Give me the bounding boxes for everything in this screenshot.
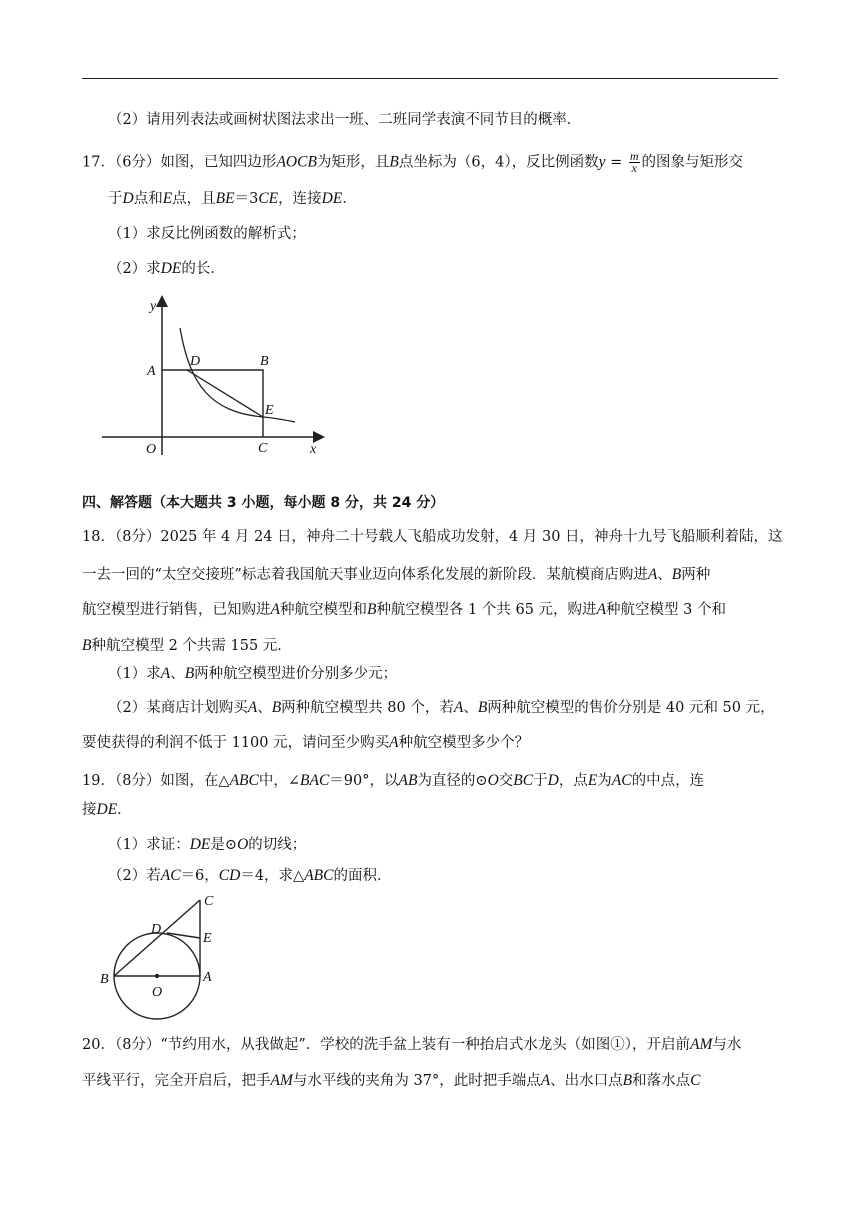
label-o: O [152, 985, 163, 1000]
label-y: y [150, 299, 157, 314]
q19-figure [98, 890, 228, 1020]
q19-line2: 接DE． [82, 801, 132, 818]
label-b: B [260, 354, 269, 369]
q18-line2: 一去一回的“太空交接班”标志着我国航天事业迈向体系化发展的新阶段．某航模商店购进A、B两种 [82, 566, 711, 583]
segment-bc [114, 900, 200, 976]
section-4-title: 四、解答题（本大题共 3 小题，每小题 8 分，共 24 分） [82, 495, 445, 511]
rectangle-aocb [162, 370, 263, 437]
label-c: C [258, 441, 268, 456]
q18-line3: 航空模型进行销售，已知购进A种航空模型和B种航空模型各 1 个共 65 元，购进A种航空模型 3 个和 [82, 601, 726, 618]
q20-line2: 平线平行，完全开启后，把手AM与水平线的夹角为 37°，此时把手端点A、出水口点B和落水点C [82, 1072, 701, 1089]
label-d: D [151, 922, 162, 937]
q19-part2: （2）若AC＝6，CD＝4，求△ABC的面积． [108, 867, 392, 884]
label-o: O [146, 442, 157, 457]
label-e: E [203, 931, 212, 946]
label-e: E [265, 403, 274, 418]
center-point [155, 974, 159, 978]
q19-line1: 19．（8分）如图，在△ABC中，∠BAC＝90°，以AB为直径的⊙O交BC于D，点E为AC的中点，连 [82, 772, 705, 789]
q18-line1: 18．（8分）2025 年 4 月 24 日，神舟二十号载人飞船成功发射，4 月 30 日，神舟十九号飞船顺利着陆，这 [82, 529, 783, 545]
q20-line1: 20．（8分）“节约用水，从我做起”．学校的洗手盆上装有一种抬启式水龙头（如图①），开启前AM与水 [82, 1036, 742, 1053]
q17-heading: 17．（6分）如图，已知四边形AOCB为矩形，且B点坐标为（6，4），反比例函数y = $\frac{m}{x}$ 的图象与矩形交 [82, 149, 744, 175]
label-a: A [147, 364, 156, 379]
header-rule [82, 78, 778, 79]
label-d: D [190, 354, 201, 369]
label-x: x [310, 442, 317, 457]
q17-figure [100, 290, 330, 460]
q17-part1: （1）求反比例函数的解析式； [108, 226, 306, 242]
q18-part2: （2）某商店计划购买A、B两种航空模型共 80 个，若A、B两种航空模型的售价分别是 40 元和 50 元， [108, 699, 775, 716]
hyperbola-curve [180, 328, 295, 422]
q17-line2: 于D点和E点，且BE＝3CE，连接DE． [108, 190, 357, 207]
q18-part2-line2: 要使获得的利润不低于 1100 元，请问至少购买A种航空模型多少个？ [82, 734, 530, 751]
fraction-m-over-x: $\frac{m}{x}$ [629, 149, 639, 175]
label-b: B [100, 972, 109, 987]
segment-de [187, 370, 263, 417]
q18-part1: （1）求A、B两种航空模型进价分别多少元； [108, 665, 398, 682]
q18-line4: B种航空模型 2 个共需 155 元． [82, 637, 292, 654]
q17-part2: （2）求DE的长． [108, 260, 225, 277]
label-c: C [204, 894, 214, 909]
label-a: A [203, 970, 212, 985]
q19-part1: （1）求证：DE是⊙O的切线； [108, 836, 307, 853]
q16-part2: （2）请用列表法或画树状图法求出一班、二班同学表演不同节目的概率． [108, 112, 582, 128]
